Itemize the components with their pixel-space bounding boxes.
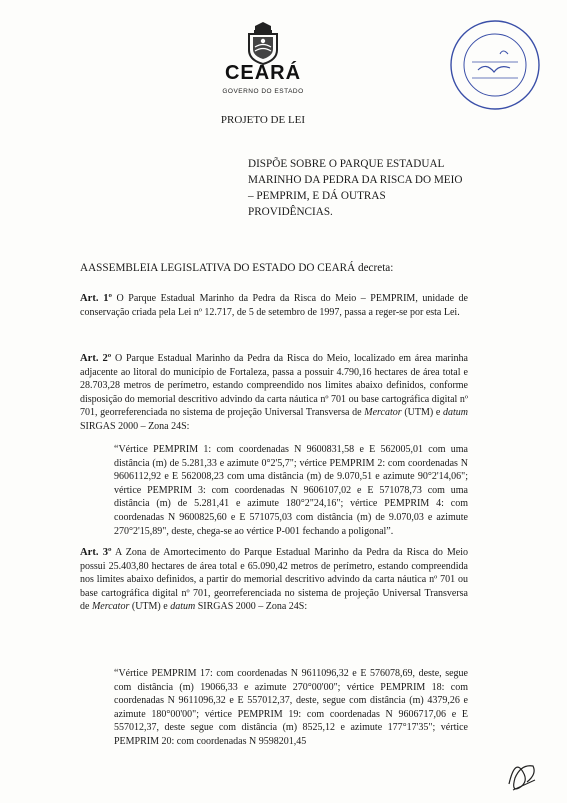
- state-brand: CEARÁ: [224, 62, 302, 84]
- article-label: Art. 1º: [80, 293, 113, 304]
- protocol-stamp-icon: [448, 18, 542, 112]
- decree-line: AASSEMBLEIA LEGISLATIVA DO ESTADO DO CEARÁ decreta:: [80, 262, 394, 274]
- coat-of-arms-icon: [241, 20, 285, 66]
- article-3: Art. 3º A Zona de Amortecimento do Parque Estadual Marinho da Pedra da Risca do Meio possui 25.403,80 hectares de área total e 65.090,42 metros de perímetro, estando compreendida nos limites abaixo definidos, a partir do memorial descritivo advindo da carta náutica nº 701 ou base cartográfica digital nº 701, georreferenciada no sistema de projeção Universal Transversa de Mercator (UTM) e datum SIRGAS 2000 – Zona 24S:: [80, 547, 468, 613]
- article-label: Art. 3º: [80, 547, 112, 558]
- boundary-description: “Vértice PEMPRIM 1: com coordenadas N 9600831,58 e E 562005,01 com uma distância (m) de 5.281,33 e azimute 0°2'5,7"; vértice PEMPRIM 2: com coordenadas N 9606112,92 e E 562008,23 com uma distância (m) de 9.070,51 e azimute 90°2'14,06"; vértice PEMPRIM 3: com coordenadas N 9606107,02 e E 571078,73 com uma distância (m) de 5.281,41 e azimute 180°2"24,16"; vértice PEMPRIM 4: com coordenadas N 9600825,60 e E 571075,03 com distância (m) de 9.070,03 e azimute 270°2'15,89", deste, chega-se ao vértice P-001 fechando a poligonal”.: [114, 444, 468, 537]
- government-label: GOVERNO DO ESTADO: [222, 88, 304, 95]
- initials-signature-icon: [505, 754, 539, 794]
- bill-summary: DISPÕE SOBRE O PARQUE ESTADUAL MARINHO DA PEDRA DA RISCA DO MEIO – PEMPRIM, E DÁ OUTRAS PROVIDÊNCIAS.: [248, 158, 463, 218]
- buffer-zone-description: “Vértice PEMPRIM 17: com coordenadas N 9611096,32 e E 576078,69, deste, segue com distância (m) 19066,33 e azimute 270°00'00"; vértice PEMPRIM 18: com coordenadas N 9611096,32 e E 557012,37, deste, segue com distância (m) 4379,26 e azimute 180°00'00"; vértice PEMPRIM 19: com coordenadas N 9606717,06 e E 557012,37, deste segue com distância (m) 8525,12 e azimute 177°17'35"; vértice PEMPRIM 20: com coordenadas N 9598201,45: [114, 668, 468, 747]
- article-text: O Parque Estadual Marinho da Pedra da Risca do Meio – PEMPRIM, unidade de conservação criada pela Lei nº 12.717, de 5 de setembro de 1997, passa a reger-se por esta Lei.: [80, 293, 468, 318]
- assembly-name: ASSEMBLEIA LEGISLATIVA DO ESTADO DO CEARÁ: [88, 262, 356, 274]
- article-2: Art. 2º O Parque Estadual Marinho da Pedra da Risca do Meio, localizado em área marinha adjacente ao litoral do município de Fortaleza, passa a possuir 4.790,16 hectares de área total e 28.703,28 metros de perímetro, estando compreendido nos limites abaixo definidos, conforme disposição do memorial descritivo advindo da carta náutica nº 701 ou base cartográfica digital nº 701, georreferenciada no sistema de projeção Universal Transversa de Mercator (UTM) e datum SIRGAS 2000 – Zona 24S:: [80, 353, 468, 432]
- article-label: Art. 2º: [80, 353, 112, 364]
- document-type: PROJETO DE LEI: [220, 114, 306, 126]
- article-1: [80, 292, 468, 319]
